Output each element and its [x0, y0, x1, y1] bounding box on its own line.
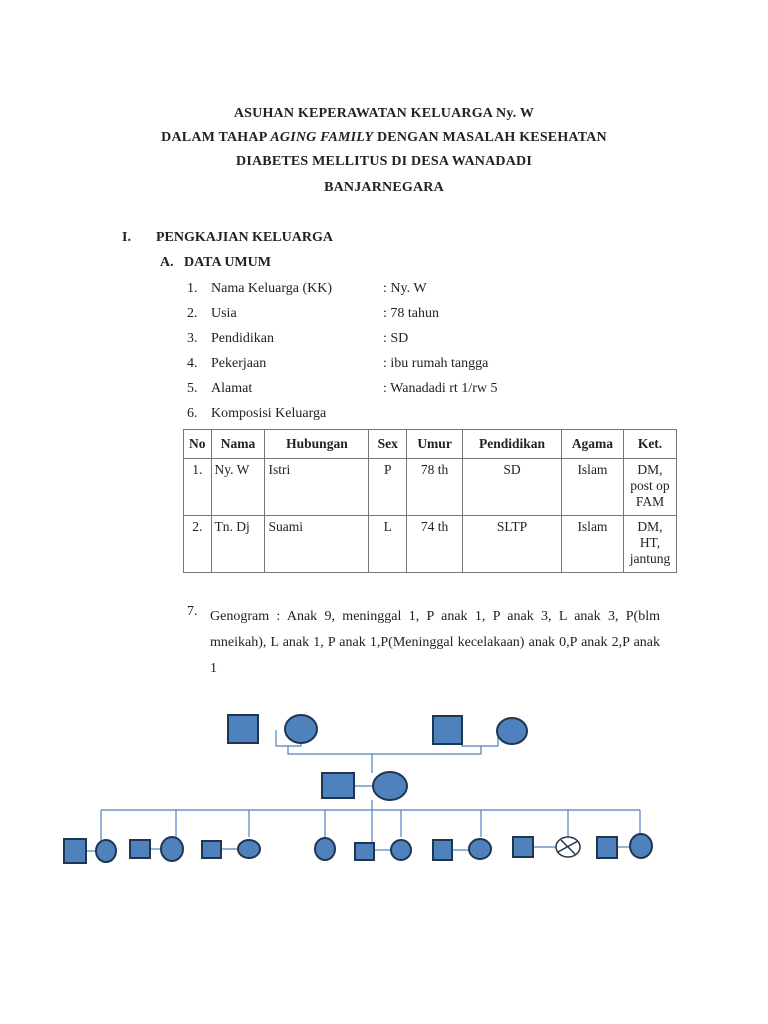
- female-circle: [497, 718, 527, 744]
- table-row: [184, 516, 677, 573]
- title-line-2-pre: DALAM TAHAP: [161, 130, 271, 145]
- female-circle: [285, 715, 317, 743]
- list-item-number: 4.: [187, 356, 198, 371]
- table-cell-umur: 74 th: [407, 516, 463, 573]
- column-header: Umur: [407, 430, 463, 459]
- list-item-number: 2.: [187, 306, 198, 321]
- genogram-number: 7.: [187, 604, 198, 619]
- komposisi-keluarga-table: [183, 429, 677, 573]
- list-item-label: Usia: [211, 306, 237, 321]
- subsection-heading: DATA UMUM: [184, 255, 271, 270]
- column-header: Sex: [369, 430, 407, 459]
- table-cell-no: 1.: [184, 459, 212, 516]
- male-square: [433, 840, 452, 860]
- column-header: Hubungan: [265, 430, 369, 459]
- doc-title-line-3: DIABETES MELLITUS DI DESA WANADADI: [236, 154, 532, 169]
- title-italic-aging-family: AGING FAMILY: [270, 130, 374, 145]
- table-cell-hubungan: Istri: [265, 459, 369, 516]
- doc-title-line-1: ASUHAN KEPERAWATAN KELUARGA Ny. W: [233, 106, 535, 121]
- list-item-number: 3.: [187, 331, 198, 346]
- column-header: Pendidikan: [463, 430, 562, 459]
- table-cell-hubungan: Suami: [265, 516, 369, 573]
- male-square: [355, 843, 374, 860]
- column-header: Ket.: [624, 430, 677, 459]
- list-item-number: 5.: [187, 381, 198, 396]
- doc-title-line-2: [0, 130, 768, 146]
- table-cell-pendidikan: SD: [463, 459, 562, 516]
- section-roman-number: I.: [122, 230, 131, 245]
- section-heading: PENGKAJIAN KELUARGA: [156, 230, 333, 245]
- table-cell-nama: Ny. W: [211, 459, 265, 516]
- title-line-2-post: DENGAN MASALAH KESEHATAN: [373, 130, 607, 145]
- list-item-label: Komposisi Keluarga: [211, 406, 327, 421]
- genogram-description: Genogram : Anak 9, meninggal 1, P anak 1, P anak 3, L anak 3, P(blm mneikah), L anak 1, P anak 1,P(Meninggal kecelakaan) anak 0,P anak 2,P anak 1: [210, 609, 660, 676]
- table-cell-agama: Islam: [561, 459, 623, 516]
- male-square: [64, 839, 86, 863]
- female-circle: [161, 837, 183, 861]
- male-square: [433, 716, 462, 744]
- table-cell-no: 2.: [184, 516, 212, 573]
- female-circle: [391, 840, 411, 860]
- table-cell-agama: Islam: [561, 516, 623, 573]
- male-square: [597, 837, 617, 858]
- list-item-number: 6.: [187, 406, 198, 421]
- list-item-label: Pendidikan: [211, 331, 274, 346]
- list-item-value: : Ny. W: [383, 281, 427, 296]
- list-item-label: Nama Keluarga (KK): [211, 281, 333, 296]
- column-header: Nama: [211, 430, 265, 459]
- genogram-diagram: [0, 700, 768, 890]
- table-cell-sex: L: [369, 516, 407, 573]
- table-cell-ket: DM, post op FAM: [624, 459, 677, 516]
- list-item-label: Pekerjaan: [211, 356, 267, 371]
- doc-title-line-4: BANJARNEGARA: [324, 180, 444, 195]
- list-item-value: : 78 tahun: [383, 306, 439, 321]
- table-cell-sex: P: [369, 459, 407, 516]
- female-circle: [373, 772, 407, 800]
- male-square: [202, 841, 221, 858]
- table-cell-ket: DM, HT, jantung: [624, 516, 677, 573]
- list-item-value: : Wanadadi rt 1/rw 5: [383, 381, 498, 396]
- male-square: [228, 715, 258, 743]
- female-circle: [469, 839, 491, 859]
- female-circle: [630, 834, 652, 858]
- genogram-lines: [86, 730, 640, 851]
- deceased-female-symbol: [556, 837, 580, 857]
- table-cell-nama: Tn. Dj: [211, 516, 265, 573]
- couple-line: [462, 730, 498, 746]
- female-circle: [238, 840, 260, 858]
- table-header-row: [184, 430, 677, 459]
- table-row: [184, 459, 677, 516]
- male-square: [322, 773, 354, 798]
- genogram-figures: [64, 715, 652, 863]
- table-cell-pendidikan: SLTP: [463, 516, 562, 573]
- column-header: Agama: [561, 430, 623, 459]
- female-circle: [315, 838, 335, 860]
- list-item-value: : SD: [383, 331, 409, 346]
- list-item-label: Alamat: [211, 381, 253, 396]
- subsection-letter: A.: [160, 255, 174, 270]
- male-square: [130, 840, 150, 858]
- table-cell-umur: 78 th: [407, 459, 463, 516]
- family-link-line: [288, 746, 481, 754]
- female-circle: [96, 840, 116, 862]
- column-header: No: [184, 430, 212, 459]
- list-item-value: : ibu rumah tangga: [383, 356, 489, 371]
- list-item-number: 1.: [187, 281, 198, 296]
- male-square: [513, 837, 533, 857]
